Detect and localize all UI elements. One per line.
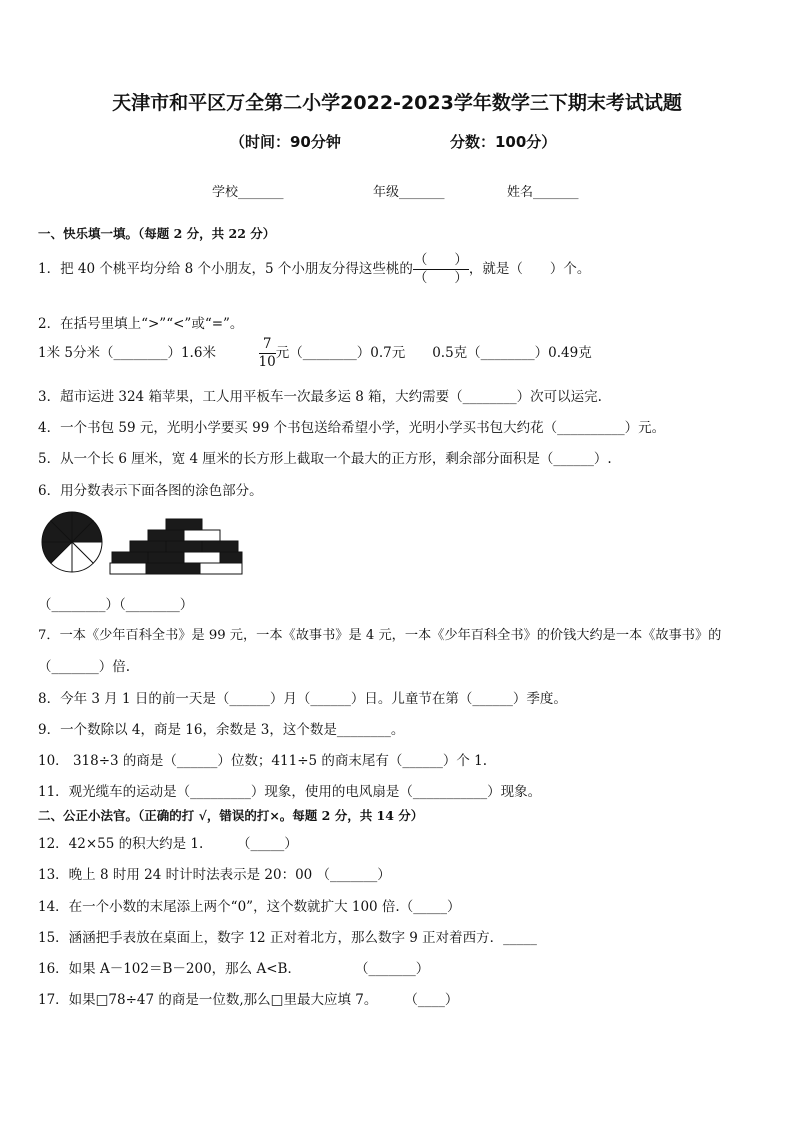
question-7-continued: （_______）倍. — [38, 659, 131, 675]
question-1 — [38, 252, 590, 287]
question-1-tail: ，就是（ ）个。 — [468, 261, 591, 277]
question-12: 12．42×55 的积大约是 1. （_____） — [38, 836, 298, 852]
fraction-denominator-blank[interactable]: （ ） — [413, 270, 468, 286]
question-6: 6．用分数表示下面各图的涂色部分。 — [38, 483, 263, 499]
question-13: 13．晚上 8 时用 24 时计时法表示是 20：00 （_______） — [38, 867, 391, 883]
question-2-part-a: 1米 5分米（________）1.6米 — [38, 345, 216, 361]
question-4: 4．一个书包 59 元，光明小学要买 99 个书包送给希望小学，光明小学买书包大约花（__________）元。 — [38, 420, 666, 436]
exam-score: 分数：100分） — [450, 133, 557, 151]
question-6-figures — [40, 510, 260, 580]
fraction-numerator: 7 — [259, 336, 276, 354]
fraction-denominator: 10 — [258, 354, 276, 370]
question-15: 15．涵涵把手表放在桌面上，数字 12 正对着北方，那么数字 9 正对着西方．_____ — [38, 930, 537, 946]
name-field[interactable]: 姓名_______ — [507, 185, 579, 200]
page-title: 天津市和平区万全第二小学2022-2023学年数学三下期末考试试题 — [112, 92, 682, 114]
question-3: 3．超市运进 324 箱苹果，工人用平板车一次最多运 8 箱，大约需要（________）次可以运完. — [38, 389, 602, 405]
question-17: 17．如果□78÷47 的商是一位数,那么□里最大应填 7。 （____） — [38, 992, 459, 1008]
question-2-part-b: 元（________）0.7元 0.5克（________）0.49克 — [275, 345, 592, 361]
shaded-bricks-figure — [110, 519, 242, 574]
fraction-numerator-blank[interactable]: （ ） — [413, 252, 468, 268]
question-1-text: 1．把 40 个桃平均分给 8 个小朋友，5 个小朋友分得这些桃的 — [38, 261, 413, 277]
section-1-heading: 一、快乐填一填。（每题 2 分，共 22 分） — [38, 226, 276, 241]
question-6-answers[interactable]: （________）（________） — [38, 597, 194, 613]
grade-field[interactable]: 年级_______ — [373, 185, 445, 200]
question-2: 2．在括号里填上“>”“<”或“=”。 — [38, 316, 244, 332]
question-1-fraction — [413, 252, 469, 287]
question-10: 10． 318÷3 的商是（______）位数；411÷5 的商末尾有（______）个 1. — [38, 753, 488, 769]
question-11: 11．观光缆车的运动是（_________）现象，使用的电风扇是（___________）现象。 — [38, 784, 542, 800]
question-2-fraction — [259, 336, 276, 371]
school-field[interactable]: 学校_______ — [212, 185, 284, 200]
section-2-heading: 二、公正小法官。（正确的打 √，错误的打×。每题 2 分，共 14 分） — [38, 808, 424, 823]
question-14: 14．在一个小数的末尾添上两个“0”，这个数就扩大 100 倍.（_____） — [38, 899, 461, 915]
question-9: 9．一个数除以 4，商是 16，余数是 3，这个数是________。 — [38, 722, 405, 738]
question-7: 7．一本《少年百科全书》是 99 元，一本《故事书》是 4 元，一本《少年百科全书》的价钱大约是一本《故事书》的 — [38, 628, 722, 643]
shaded-circle-figure — [42, 512, 102, 572]
question-2-row — [38, 336, 592, 371]
question-5: 5．从一个长 6 厘米，宽 4 厘米的长方形上截取一个最大的正方形，剩余部分面积是（______）. — [38, 451, 612, 467]
question-16: 16．如果 A－102＝B－200，那么 A<B． （_______） — [38, 961, 430, 977]
question-8: 8．今年 3 月 1 日的前一天是（______）月（______）日。儿童节在第（______）季度。 — [38, 691, 567, 707]
exam-time: （时间：90分钟 — [230, 133, 341, 151]
